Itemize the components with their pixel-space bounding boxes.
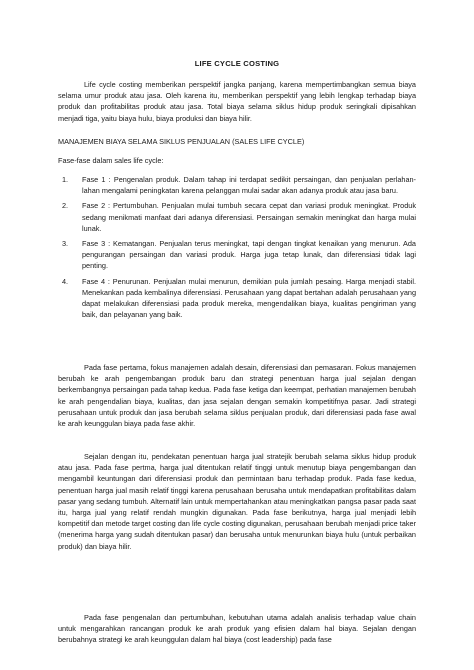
list-item	[58, 238, 416, 272]
phases-list	[58, 174, 416, 324]
list-item-number: 4.	[62, 276, 69, 286]
list-item-text: Fase 1 : Pengenalan produk. Dalam tahap ini terdapat sedikit persaingan, dan penjualan perlahan-lahan mengalami peningkatan karena pelanggan mulai sadar akan adanya produk atau jasa baru.	[82, 175, 416, 196]
list-item	[58, 200, 416, 234]
list-item	[58, 174, 416, 196]
focus-paragraph: Pada fase pertama, fokus manajemen adalah desain, diferensiasi dan pemasaran. Fokus manajemen berubah ke arah pengembangan produk baru dan strategi penentuan harga jual sejalan dengan berkembangnya persaingan pada tahap kedua. Pada fase ketiga dan keempat, perhatian manajemen berubah ke arah pengendalian biaya, kualitas, dan jasa sejalan dengan semakin kompetitifnya pasar. Jadi strategi perusahaan untuk produk dan jasa berubah selama siklus penjualan produk, dari diferensiasi pada fase awal ke arah keunggulan biaya pada fase akhir.	[58, 363, 416, 429]
intro-paragraph: Life cycle costing memberikan perspektif jangka panjang, karena mempertimbangkan semua biaya selama umur produk atau jasa. Oleh karena itu, memberikan perspektif yang lebih lengkap terhadap biaya produk dan profitabilitas produk atau jasa. Total biaya selama siklus hidup produk seringkali dipisahkan menjadi tiga, yaitu biaya hulu, biaya produksi dan biaya hilir.	[58, 80, 416, 123]
list-item-text: Fase 4 : Penurunan. Penjualan mulai menurun, demikian pula jumlah pesaing. Harga menjadi stabil. Menekankan pada kembalinya diferensiasi. Perusahaan yang dapat bertahan adalah perusahaan yang dapat melakukan diferensiasi pada produk mereka, mengendalikan biaya, kualitas pengiriman yang baik, dan pelayanan yang baik.	[82, 276, 416, 320]
list-item-text: Fase 3 : Kematangan. Penjualan terus meningkat, tapi dengan tingkat kenaikan yang menurun. Ada pengurangan persaingan dan variasi produk. Harga juga tetap lunak, dan diferensiasi tidak lagi penting.	[82, 239, 416, 271]
closing-paragraph: Pada fase pengenalan dan pertumbuhan, kebutuhan utama adalah analisis terhadap value chain untuk mengarahkan rancangan produk ke arah produk yang efisien dalam hal biaya. Sejalan dengan berubahnya strategi ke arah keunggulan dalam hal biaya (cost leadership) pada fase	[58, 613, 416, 645]
document-title: LIFE CYCLE COSTING	[194, 59, 280, 68]
list-item	[58, 276, 416, 321]
list-item-number: 1.	[62, 175, 69, 184]
list-item-number: 3.	[62, 239, 69, 249]
section-heading: MANAJEMEN BIAYA SELAMA SIKLUS PENJUALAN (SALES LIFE CYCLE)	[58, 137, 305, 146]
list-item-number: 2.	[62, 201, 69, 211]
phases-intro: Fase-fase dalam sales life cycle:	[58, 156, 164, 165]
list-item-text: Fase 2 : Pertumbuhan. Penjualan mulai tumbuh secara cepat dan variasi produk meningkat. Produk sedang menikmati manfaat dari adanya diferensiasi. Persaingan semakin meningkat dan harga mulai lunak.	[82, 201, 416, 233]
pricing-paragraph: Sejalan dengan itu, pendekatan penentuan harga jual stratejik berubah selama siklus hidup produk atau jasa. Pada fase pertma, harga jual ditentukan relatif tinggi untuk menutup biaya pengembangan dan mengambil keuntungan dari diferensiasi produk dan permintaan baru terhadap produk. Pada fase kedua, penentuan harga jual masih relatif tinggi karena perusahaan berusaha untuk mendapatkan profitabilitas dalam pasar yang sedang tumbuh. Alternatif lain untuk mempertahankan atau meningkatkan pangsa pasar pada saat itu, harga jual yang relatif rendah mungkin digunakan. Pada fase berikutnya, harga jual menjadi lebih kompetitif dan metode target costing dan life cycle costing digunakan, perusahaan berubah menjadi price taker (menerima harga yang sudah ditentukan pasar) dan berusaha untuk menurunkan biaya hulu (untuk perbaikan produk) dan biaya hilir.	[58, 452, 416, 551]
